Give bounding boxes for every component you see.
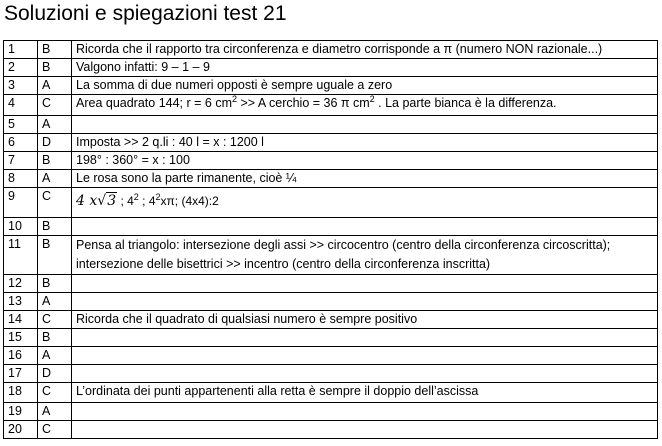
page-title: Soluzioni e spiegazioni test 21 bbox=[4, 2, 287, 25]
question-number: 15 bbox=[4, 329, 38, 347]
table-row bbox=[4, 347, 658, 365]
answer-letter: A bbox=[38, 116, 72, 134]
explanation: La somma di due numeri opposti è sempre uguale a zero bbox=[72, 77, 658, 95]
formula-radicand: 3 bbox=[107, 193, 117, 209]
explanation bbox=[72, 275, 658, 293]
question-number: 6 bbox=[4, 134, 38, 152]
question-number: 12 bbox=[4, 275, 38, 293]
question-number: 17 bbox=[4, 365, 38, 383]
question-number: 4 bbox=[4, 95, 38, 116]
question-number: 16 bbox=[4, 347, 38, 365]
answer-letter: B bbox=[38, 59, 72, 77]
explanation: Pensa al triangolo: intersezione degli assi >> circocentro (centro della circonferenza circoscritta); intersezione delle bisettrici >> incentro (centro della circonferenza inscritta) bbox=[72, 236, 658, 275]
table-row bbox=[4, 421, 658, 439]
question-number: 13 bbox=[4, 293, 38, 311]
table-row bbox=[4, 329, 658, 347]
answer-letter: B bbox=[38, 329, 72, 347]
answer-letter: C bbox=[38, 95, 72, 116]
superscript: 2 bbox=[155, 192, 161, 202]
sqrt-sign: √ bbox=[97, 193, 107, 209]
table-row bbox=[4, 275, 658, 293]
explanation bbox=[72, 347, 658, 365]
explanation-part: Area quadrato 144; r = 6 cm bbox=[76, 96, 232, 110]
question-number: 10 bbox=[4, 218, 38, 236]
explanation bbox=[72, 329, 658, 347]
explanation bbox=[72, 421, 658, 439]
answer-letter: B bbox=[38, 275, 72, 293]
question-number: 3 bbox=[4, 77, 38, 95]
question-number: 7 bbox=[4, 152, 38, 170]
table-row bbox=[4, 134, 658, 152]
question-number: 11 bbox=[4, 236, 38, 275]
answer-letter: B bbox=[38, 41, 72, 59]
answer-letter: A bbox=[38, 77, 72, 95]
explanation-part: . La parte bianca è la differenza. bbox=[374, 96, 557, 110]
explanation: Le rosa sono la parte rimanente, cioè ¼ bbox=[72, 170, 658, 188]
formula-part: ; 4 bbox=[138, 194, 156, 208]
answer-letter: B bbox=[38, 152, 72, 170]
answer-letter: C bbox=[38, 311, 72, 329]
question-number: 9 bbox=[4, 188, 38, 218]
table-row bbox=[4, 188, 658, 218]
table-row bbox=[4, 293, 658, 311]
question-number: 1 bbox=[4, 41, 38, 59]
table-row bbox=[4, 218, 658, 236]
explanation bbox=[72, 218, 658, 236]
formula-part: ; 4 bbox=[117, 194, 134, 208]
question-number: 5 bbox=[4, 116, 38, 134]
explanation bbox=[72, 293, 658, 311]
explanation: 198° : 360° = x : 100 bbox=[72, 152, 658, 170]
answer-letter: B bbox=[38, 236, 72, 275]
answer-letter: C bbox=[38, 421, 72, 439]
answer-letter: A bbox=[38, 170, 72, 188]
explanation bbox=[72, 95, 658, 116]
question-number: 19 bbox=[4, 403, 38, 421]
answer-letter: D bbox=[38, 134, 72, 152]
answers-table bbox=[3, 40, 658, 439]
question-number: 2 bbox=[4, 59, 38, 77]
question-number: 14 bbox=[4, 311, 38, 329]
table-row bbox=[4, 77, 658, 95]
explanation: L’ordinata dei punti appartenenti alla retta è sempre il doppio dell’ascissa bbox=[72, 383, 658, 403]
explanation bbox=[72, 403, 658, 421]
table-row bbox=[4, 311, 658, 329]
table-row bbox=[4, 170, 658, 188]
answer-letter: D bbox=[38, 365, 72, 383]
table-row bbox=[4, 41, 658, 59]
question-number: 18 bbox=[4, 383, 38, 403]
superscript: 2 bbox=[232, 94, 238, 104]
answer-letter: A bbox=[38, 347, 72, 365]
formula bbox=[76, 188, 219, 209]
explanation: Imposta >> 2 q.li : 40 l = x : 1200 l bbox=[72, 134, 658, 152]
answer-letter: A bbox=[38, 293, 72, 311]
explanation-part: >> A cerchio = 36 π cm bbox=[237, 96, 370, 110]
formula-part: xπ; (4x4):2 bbox=[160, 194, 219, 208]
answer-letter: B bbox=[38, 218, 72, 236]
explanation bbox=[72, 188, 658, 218]
question-number: 8 bbox=[4, 170, 38, 188]
explanation: Ricorda che il rapporto tra circonferenza e diametro corrisponde a π (numero NON razionale...) bbox=[72, 41, 658, 59]
answer-letter: A bbox=[38, 403, 72, 421]
formula-coefficient: 4 x bbox=[76, 193, 98, 209]
superscript: 2 bbox=[369, 94, 375, 104]
table-row bbox=[4, 365, 658, 383]
answer-letter: C bbox=[38, 188, 72, 218]
answer-letter: C bbox=[38, 383, 72, 403]
table-row bbox=[4, 403, 658, 421]
explanation bbox=[72, 365, 658, 383]
table-row bbox=[4, 152, 658, 170]
table-row bbox=[4, 116, 658, 134]
explanation: Valgono infatti: 9 – 1 – 9 bbox=[72, 59, 658, 77]
explanation: Ricorda che il quadrato di qualsiasi numero è sempre positivo bbox=[72, 311, 658, 329]
question-number: 20 bbox=[4, 421, 38, 439]
table-row bbox=[4, 383, 658, 403]
table-row bbox=[4, 59, 658, 77]
superscript: 2 bbox=[133, 192, 139, 202]
table-row bbox=[4, 236, 658, 275]
table-row bbox=[4, 95, 658, 116]
explanation bbox=[72, 116, 658, 134]
